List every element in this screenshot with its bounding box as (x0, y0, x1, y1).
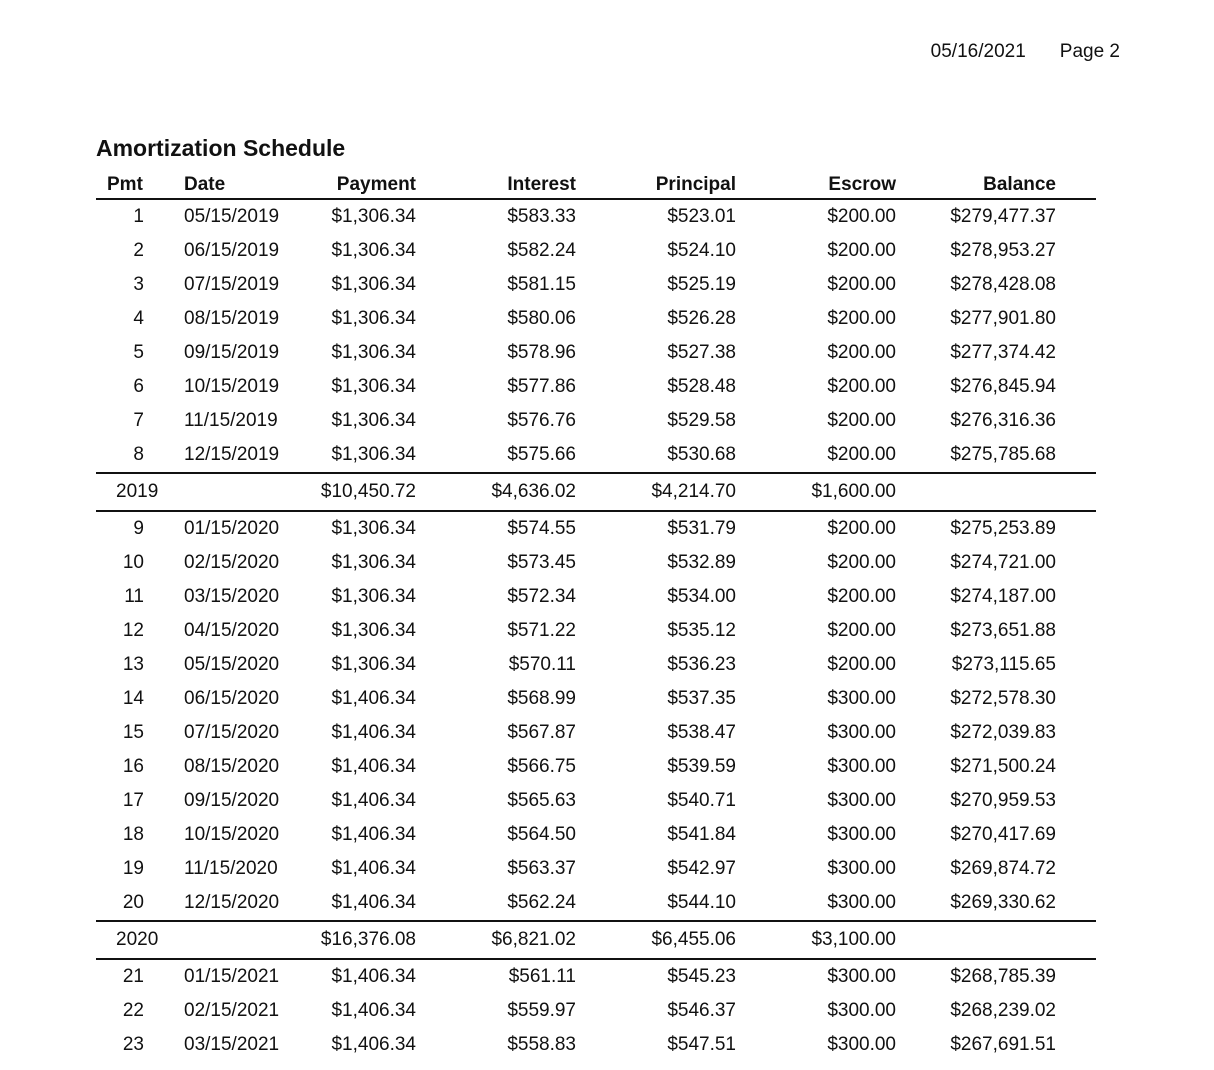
escrow-cell: $300.00 (827, 966, 896, 987)
balance-cell: $270,417.69 (950, 824, 1056, 845)
interest-cell: $559.97 (507, 1000, 576, 1021)
pmt-cell: 22 (122, 1000, 144, 1021)
interest-cell: $574.55 (507, 518, 576, 539)
date-cell: 11/15/2019 (184, 410, 278, 431)
table-row (96, 994, 1096, 1028)
amortization-table (96, 168, 1096, 1062)
balance-cell: $275,253.89 (950, 518, 1056, 539)
principal-cell: $539.59 (667, 756, 736, 777)
date-cell: 03/15/2020 (184, 586, 280, 607)
payment-cell: $1,306.34 (331, 518, 416, 539)
escrow-cell: $200.00 (827, 342, 896, 363)
interest-cell: $581.15 (507, 274, 576, 295)
pmt-cell: 10 (122, 552, 144, 573)
principal-cell: $544.10 (667, 892, 736, 913)
date-cell: 06/15/2019 (184, 240, 280, 261)
page-number: Page 2 (1059, 41, 1120, 62)
date-cell: 01/15/2020 (184, 518, 280, 539)
table-row (96, 1028, 1096, 1062)
escrow-cell: $200.00 (827, 308, 896, 329)
balance-cell: $267,691.51 (950, 1034, 1056, 1055)
escrow-cell: $200.00 (827, 274, 896, 295)
table-row (96, 336, 1096, 370)
payment-cell: $1,306.34 (331, 206, 416, 227)
escrow-cell: $200.00 (827, 518, 896, 539)
date-cell: 08/15/2020 (184, 756, 280, 777)
principal-cell: $535.12 (667, 620, 736, 641)
balance-cell: $273,651.88 (950, 620, 1056, 641)
payment-cell: $1,406.34 (331, 858, 416, 879)
table-row (96, 302, 1096, 336)
escrow-cell: $200.00 (827, 376, 896, 397)
escrow-cell: $200.00 (827, 444, 896, 465)
payment-cell: $1,306.34 (331, 444, 416, 465)
balance-cell: $269,330.62 (950, 892, 1056, 913)
summary-payment: $10,450.72 (320, 481, 416, 502)
principal-cell: $530.68 (667, 444, 736, 465)
balance-cell: $274,187.00 (950, 586, 1056, 607)
payment-cell: $1,306.34 (331, 308, 416, 329)
pmt-cell: 5 (133, 342, 144, 363)
pmt-cell: 15 (122, 722, 144, 743)
table-row (96, 750, 1096, 784)
page-title: Amortization Schedule (96, 135, 346, 161)
pmt-cell: 14 (122, 688, 144, 709)
date-cell: 11/15/2020 (184, 858, 278, 879)
interest-cell: $566.75 (507, 756, 576, 777)
principal-cell: $538.47 (667, 722, 736, 743)
payment-cell: $1,306.34 (331, 410, 416, 431)
interest-cell: $575.66 (507, 444, 576, 465)
summary-escrow: $1,600.00 (811, 481, 896, 502)
escrow-cell: $300.00 (827, 1000, 896, 1021)
escrow-cell: $200.00 (827, 654, 896, 675)
principal-cell: $528.48 (667, 376, 736, 397)
date-cell: 09/15/2020 (184, 790, 280, 811)
table-row (96, 234, 1096, 268)
balance-cell: $279,477.37 (950, 206, 1056, 227)
table-row (96, 404, 1096, 438)
interest-cell: $572.34 (507, 586, 576, 607)
pmt-cell: 12 (122, 620, 144, 641)
interest-cell: $583.33 (507, 206, 576, 227)
pmt-cell: 23 (122, 1034, 144, 1055)
column-header-escrow: Escrow (828, 174, 896, 195)
date-cell: 07/15/2019 (184, 274, 280, 295)
payment-cell: $1,406.34 (331, 966, 416, 987)
date-cell: 05/15/2019 (184, 206, 280, 227)
principal-cell: $536.23 (667, 654, 736, 675)
payment-cell: $1,406.34 (331, 1000, 416, 1021)
table-row (96, 648, 1096, 682)
payment-cell: $1,306.34 (331, 552, 416, 573)
principal-cell: $532.89 (667, 552, 736, 573)
year-summary-row (96, 472, 1096, 512)
table-row (96, 268, 1096, 302)
balance-cell: $277,901.80 (950, 308, 1056, 329)
escrow-cell: $200.00 (827, 240, 896, 261)
table-row (96, 580, 1096, 614)
pmt-cell: 21 (122, 966, 144, 987)
table-row (96, 852, 1096, 886)
print-date: 05/16/2021 (930, 41, 1026, 62)
pmt-cell: 6 (133, 376, 144, 397)
date-cell: 01/15/2021 (184, 966, 280, 987)
date-cell: 09/15/2019 (184, 342, 280, 363)
interest-cell: $558.83 (507, 1034, 576, 1055)
column-header-balance: Balance (983, 174, 1056, 195)
page-header (931, 41, 1120, 63)
balance-cell: $278,428.08 (950, 274, 1056, 295)
summary-year: 2019 (116, 481, 159, 502)
balance-cell: $272,039.83 (950, 722, 1056, 743)
column-header-pmt: Pmt (107, 174, 143, 195)
interest-cell: $578.96 (507, 342, 576, 363)
balance-cell: $276,845.94 (950, 376, 1056, 397)
pmt-cell: 20 (122, 892, 144, 913)
table-row (96, 546, 1096, 580)
interest-cell: $564.50 (507, 824, 576, 845)
summary-payment: $16,376.08 (320, 929, 416, 950)
summary-year: 2020 (116, 929, 159, 950)
table-row (96, 614, 1096, 648)
escrow-cell: $300.00 (827, 790, 896, 811)
interest-cell: $582.24 (507, 240, 576, 261)
date-cell: 10/15/2020 (184, 824, 280, 845)
date-cell: 05/15/2020 (184, 654, 280, 675)
principal-cell: $537.35 (667, 688, 736, 709)
date-cell: 02/15/2020 (184, 552, 280, 573)
pmt-cell: 1 (133, 206, 144, 227)
interest-cell: $573.45 (507, 552, 576, 573)
escrow-cell: $300.00 (827, 688, 896, 709)
table-row (96, 784, 1096, 818)
pmt-cell: 17 (122, 790, 144, 811)
table-row (96, 200, 1096, 234)
pmt-cell: 3 (133, 274, 144, 295)
table-header-row (96, 168, 1096, 200)
escrow-cell: $300.00 (827, 722, 896, 743)
payment-cell: $1,406.34 (331, 722, 416, 743)
summary-escrow: $3,100.00 (811, 929, 896, 950)
pmt-cell: 13 (122, 654, 144, 675)
balance-cell: $278,953.27 (950, 240, 1056, 261)
payment-cell: $1,406.34 (331, 756, 416, 777)
payment-cell: $1,306.34 (331, 240, 416, 261)
year-summary-row (96, 920, 1096, 960)
table-row (96, 682, 1096, 716)
principal-cell: $525.19 (667, 274, 736, 295)
column-header-payment: Payment (336, 174, 416, 195)
balance-cell: $274,721.00 (950, 552, 1056, 573)
date-cell: 12/15/2019 (184, 444, 280, 465)
balance-cell: $276,316.36 (950, 410, 1056, 431)
summary-interest: $4,636.02 (491, 481, 576, 502)
principal-cell: $527.38 (667, 342, 736, 363)
principal-cell: $540.71 (667, 790, 736, 811)
table-row (96, 438, 1096, 472)
balance-cell: $270,959.53 (950, 790, 1056, 811)
escrow-cell: $200.00 (827, 206, 896, 227)
payment-cell: $1,406.34 (331, 790, 416, 811)
payment-cell: $1,306.34 (331, 274, 416, 295)
date-cell: 03/15/2021 (184, 1034, 280, 1055)
date-cell: 08/15/2019 (184, 308, 280, 329)
date-cell: 04/15/2020 (184, 620, 280, 641)
table-row (96, 886, 1096, 920)
payment-cell: $1,306.34 (331, 342, 416, 363)
date-cell: 06/15/2020 (184, 688, 280, 709)
interest-cell: $562.24 (507, 892, 576, 913)
pmt-cell: 11 (124, 586, 144, 607)
interest-cell: $568.99 (507, 688, 576, 709)
interest-cell: $561.11 (508, 966, 576, 987)
escrow-cell: $200.00 (827, 586, 896, 607)
pmt-cell: 4 (133, 308, 144, 329)
principal-cell: $529.58 (667, 410, 736, 431)
pmt-cell: 8 (133, 444, 144, 465)
date-cell: 12/15/2020 (184, 892, 280, 913)
escrow-cell: $300.00 (827, 756, 896, 777)
principal-cell: $523.01 (667, 206, 736, 227)
interest-cell: $570.11 (508, 654, 576, 675)
balance-cell: $271,500.24 (950, 756, 1056, 777)
escrow-cell: $300.00 (827, 892, 896, 913)
balance-cell: $268,785.39 (950, 966, 1056, 987)
principal-cell: $531.79 (667, 518, 736, 539)
pmt-cell: 16 (122, 756, 144, 777)
table-row (96, 370, 1096, 404)
pmt-cell: 19 (122, 858, 144, 879)
payment-cell: $1,306.34 (331, 654, 416, 675)
payment-cell: $1,306.34 (331, 620, 416, 641)
interest-cell: $580.06 (507, 308, 576, 329)
escrow-cell: $300.00 (827, 858, 896, 879)
table-row (96, 716, 1096, 750)
pmt-cell: 18 (122, 824, 144, 845)
principal-cell: $534.00 (667, 586, 736, 607)
column-header-interest: Interest (507, 174, 576, 195)
date-cell: 10/15/2019 (184, 376, 280, 397)
summary-principal: $6,455.06 (651, 929, 736, 950)
payment-cell: $1,406.34 (331, 892, 416, 913)
escrow-cell: $200.00 (827, 552, 896, 573)
payment-cell: $1,306.34 (331, 376, 416, 397)
payment-cell: $1,306.34 (331, 586, 416, 607)
interest-cell: $577.86 (507, 376, 576, 397)
table-row (96, 512, 1096, 546)
interest-cell: $567.87 (507, 722, 576, 743)
principal-cell: $541.84 (667, 824, 736, 845)
date-cell: 02/15/2021 (184, 1000, 280, 1021)
column-header-date: Date (184, 174, 226, 195)
principal-cell: $545.23 (667, 966, 736, 987)
balance-cell: $275,785.68 (950, 444, 1056, 465)
balance-cell: $272,578.30 (950, 688, 1056, 709)
balance-cell: $273,115.65 (951, 654, 1056, 675)
payment-cell: $1,406.34 (331, 688, 416, 709)
interest-cell: $576.76 (507, 410, 576, 431)
balance-cell: $277,374.42 (950, 342, 1056, 363)
payment-cell: $1,406.34 (331, 1034, 416, 1055)
escrow-cell: $300.00 (827, 1034, 896, 1055)
summary-principal: $4,214.70 (651, 481, 736, 502)
pmt-cell: 7 (133, 410, 144, 431)
interest-cell: $563.37 (507, 858, 576, 879)
principal-cell: $542.97 (667, 858, 736, 879)
escrow-cell: $200.00 (827, 410, 896, 431)
escrow-cell: $300.00 (827, 824, 896, 845)
principal-cell: $526.28 (667, 308, 736, 329)
principal-cell: $524.10 (667, 240, 736, 261)
pmt-cell: 9 (133, 518, 144, 539)
principal-cell: $547.51 (667, 1034, 736, 1055)
interest-cell: $571.22 (507, 620, 576, 641)
summary-interest: $6,821.02 (491, 929, 576, 950)
pmt-cell: 2 (133, 240, 144, 261)
column-header-principal: Principal (655, 174, 736, 195)
table-row (96, 818, 1096, 852)
payment-cell: $1,406.34 (331, 824, 416, 845)
escrow-cell: $200.00 (827, 620, 896, 641)
table-row (96, 960, 1096, 994)
balance-cell: $269,874.72 (950, 858, 1056, 879)
date-cell: 07/15/2020 (184, 722, 280, 743)
principal-cell: $546.37 (667, 1000, 736, 1021)
interest-cell: $565.63 (507, 790, 576, 811)
balance-cell: $268,239.02 (950, 1000, 1056, 1021)
